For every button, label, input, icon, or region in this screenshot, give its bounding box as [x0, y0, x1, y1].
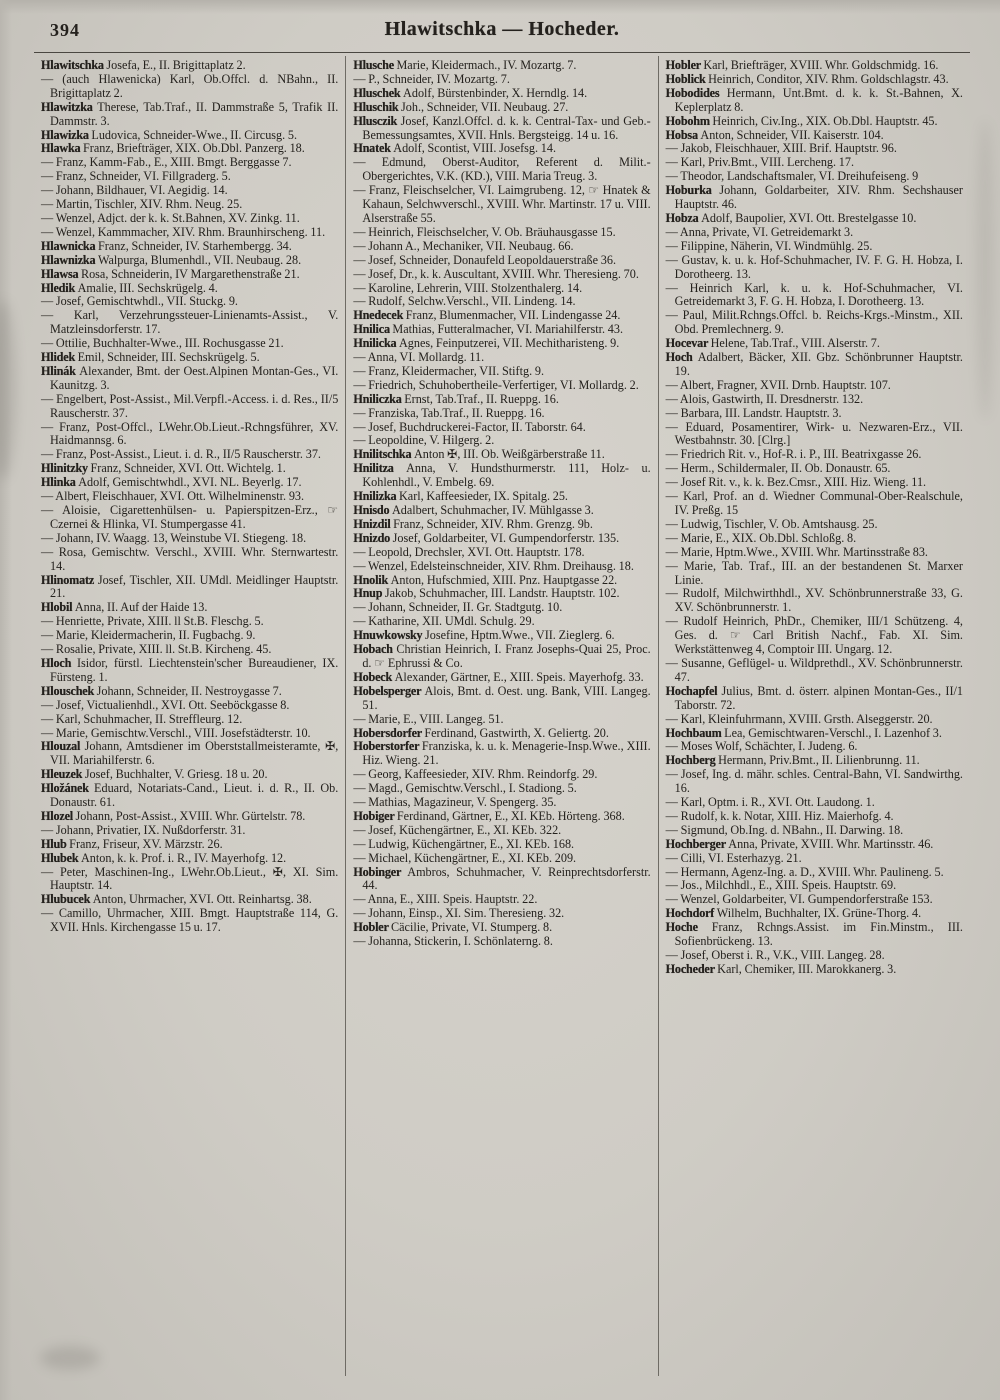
entry-surname: Hlub: [41, 836, 70, 851]
entry-surname: Hlusche: [353, 58, 397, 72]
directory-entry: — Moses Wolf, Schächter, I. Judeng. 6.: [665, 739, 858, 754]
directory-entry: — Marie, Hptm.Wwe., XVIII. Whr. Martinsstraße 83.: [665, 544, 928, 559]
directory-entry: — Cilli, VI. Esterhazyg. 21.: [665, 850, 802, 865]
directory-entry: Hobsa Anton, Schneider, VII. Kaiserstr. 104.: [665, 127, 884, 142]
directory-entry: Hlawitschka Josefa, E., II. Brigittaplatz 2.: [41, 58, 246, 72]
directory-entry: Hoche Franz, Rchngs.Assist. im Fin.Minstm., III. Sofienbrückeng. 13.: [665, 920, 963, 949]
directory-entry: — Jakob, Fleischhauer, XIII. Brif. Hauptstr. 96.: [665, 141, 897, 156]
directory-entry: — Franz, Fleischselcher, VI. Laimgrubeng. 12, ☞ Hnatek & Kahaun, Selchwverschl., XVIII. Whr. Martinstr. 17 u. VIII. Alserstraße 55.: [353, 183, 651, 225]
directory-entry: Hlobil Anna, II. Auf der Haide 13.: [41, 600, 208, 615]
directory-entry: — Friedrich, Schuhobertheile-Verfertiger, VI. Mollardg. 2.: [353, 377, 639, 392]
entry-surname: Hobohm: [665, 113, 713, 128]
directory-entry: Hnizdo Josef, Goldarbeiter, VI. Gumpendorferstr. 135.: [353, 530, 620, 545]
directory-entry: Hlouzal Johann, Amtsdiener im Oberststallmeisteramte, ✠, VII. Mariahilferstr. 6.: [41, 739, 339, 768]
directory-entry: — Heinrich Karl, k. u. k. Hof-Schuhmacher, VI. Getreidemarkt 3, F. G. H. Hobza, I. Dorotheerg. 13.: [665, 280, 963, 309]
entry-surname: Hobza: [665, 210, 702, 225]
entry-surname: Hochberger: [665, 836, 729, 851]
directory-entry: — Franz, Post-Assist., Lieut. i. d. R., II/5 Rauscherstr. 37.: [41, 447, 321, 462]
directory-entry: Hnisdo Adalbert, Schuhmacher, IV. Mühlgasse 3.: [353, 503, 594, 517]
directory-entry: Hnilicka Agnes, Feinputzerei, VII. Mechitharisteng. 9.: [353, 336, 620, 351]
directory-entry: — Karl, Kleinfuhrmann, XVIII. Grsth. Alseggerstr. 20.: [665, 711, 933, 726]
entry-surname: Hlawka: [41, 141, 83, 156]
entry-surname: Hnilizka: [353, 489, 399, 504]
entry-surname: Hobersdorfer: [353, 725, 425, 740]
directory-entry: Hlusche Marie, Kleidermach., IV. Mozartg. 7.: [353, 58, 577, 72]
directory-entry: Hlawka Franz, Briefträger, XIX. Ob.Dbl. Panzerg. 18.: [41, 141, 305, 156]
directory-entry: — Franz, Kamm-Fab., E., XIII. Bmgt. Berggasse 7.: [41, 155, 292, 170]
directory-entry: Hlub Franz, Friseur, XV. Märzstr. 26.: [41, 836, 223, 851]
entry-surname: Hnatek: [353, 141, 394, 156]
scan-edge-left: [0, 0, 12, 1400]
entry-surname: Hlawitschka: [41, 58, 107, 72]
entry-surname: Hobeck: [353, 669, 395, 684]
directory-entry: Hleuzek Josef, Buchhalter, V. Griesg. 18 u. 20.: [41, 767, 268, 782]
entry-surname: Hlobil: [41, 600, 75, 615]
directory-entry: — Johann, Bildhauer, VI. Aegidig. 14.: [41, 183, 228, 198]
directory-entry: — Johann, Privatier, IX. Nußdorferstr. 31.: [41, 822, 246, 837]
directory-entry: Hocheder Karl, Chemiker, III. Marokkanerg. 3.: [665, 961, 897, 976]
entry-surname: Hochdorf: [665, 906, 717, 921]
entry-surname: Hlawizka: [41, 127, 92, 142]
directory-entry: — Johanna, Stickerin, I. Schönlaterng. 8.: [353, 934, 553, 949]
entry-surname: Hledik: [41, 280, 78, 295]
directory-entry: Hlawizka Ludovica, Schneider-Wwe., II. Circusg. 5.: [41, 127, 298, 142]
directory-entry: — Michael, Küchengärtner, E., XI. KEb. 209.: [353, 850, 577, 865]
entry-surname: Hnilica: [353, 322, 393, 337]
directory-entry: — Albert, Fleischhauer, XVI. Ott. Wilhelminenstr. 93.: [41, 489, 305, 504]
directory-entry: — Franz, Kleidermacher, VII. Stiftg. 9.: [353, 363, 545, 378]
directory-entry: — Marie, E., VIII. Langeg. 51.: [353, 711, 504, 726]
directory-entry: Hochberg Hermann, Priv.Bmt., II. Lilienbrunng. 11.: [665, 753, 920, 768]
entry-surname: Hnilitza: [353, 461, 407, 476]
directory-entry: Hniliczka Ernst, Tab.Traf., II. Rueppg. 16.: [353, 391, 559, 406]
entry-surname: Hleuzek: [41, 767, 85, 782]
entry-surname: Hoberstorfer: [353, 739, 422, 754]
directory-entry: — Johann, Einsp., XI. Sim. Theresieng. 32.: [353, 906, 565, 921]
entry-surname: Hobiger: [353, 808, 397, 823]
directory-entry: Hloch Isidor, fürstl. Liechtenstein'scher Bureaudiener, IX. Fürsteng. 1.: [41, 655, 339, 684]
directory-entry: Hnuwkowsky Josefine, Hptm.Wwe., VII. Zieglerg. 6.: [353, 628, 615, 643]
entry-surname: Hnolik: [353, 572, 391, 587]
directory-entry: — (auch Hlawenicka) Karl, Ob.Offcl. d. NBahn., II. Brigittaplatz 2.: [41, 71, 339, 100]
directory-entry: Hlinák Alexander, Bmt. der Oest.Alpinen Montan-Ges., VI. Kaunitzg. 3.: [41, 363, 339, 392]
directory-entry: Hnatek Adolf, Scontist, VIII. Josefsg. 14.: [353, 141, 557, 156]
directory-entry: — Johann, IV. Waagg. 13, Weinstube VI. Stiegeng. 18.: [41, 530, 307, 545]
columns-container: [34, 56, 970, 1376]
entry-surname: Hnuwkowsky: [353, 628, 426, 643]
directory-entry: — Wenzel, Goldarbeiter, VI. Gumpendorferstraße 153.: [665, 892, 933, 907]
directory-entry: — Theodor, Landschaftsmaler, VI. Dreihufeiseng. 9: [665, 169, 919, 184]
directory-entry: — Johann A., Mechaniker, VII. Neubaug. 66.: [353, 238, 574, 253]
directory-entry: Hobohm Heinrich, Civ.Ing., XIX. Ob.Dbl. Hauptstr. 45.: [665, 113, 938, 128]
entry-surname: Hobsa: [665, 127, 701, 142]
directory-entry: Hlidek Emil, Schneider, III. Sechskrügelg. 5.: [41, 350, 260, 365]
entry-surname: Hocheder: [665, 961, 718, 976]
directory-entry: — Rudolf, k. k. Notar, XIII. Hiz. Maierhofg. 4.: [665, 808, 894, 823]
directory-entry: — Anna, E., XIII. Speis. Hauptstr. 22.: [353, 892, 538, 907]
entry-surname: Hložánek: [41, 781, 95, 796]
directory-entry: Hobodides Hermann, Unt.Bmt. d. k. k. St.-Bahnen, X. Keplerplatz 8.: [665, 85, 963, 114]
directory-entry: — Hermann, Agenz-Ing. a. D., XVIII. Whr. Paulineng. 5.: [665, 864, 944, 879]
directory-entry: Hobler Cäcilie, Private, VI. Stumperg. 8.: [353, 920, 553, 935]
directory-entry: Hoburka Johann, Goldarbeiter, XIV. Rhm. Sechshauser Hauptstr. 46.: [665, 183, 963, 212]
entry-surname: Hlouschek: [41, 683, 97, 698]
directory-entry: — Josef, Dr., k. k. Auscultant, XVIII. Whr. Theresieng. 70.: [353, 266, 639, 281]
directory-entry: Hlozel Johann, Post-Assist., XVIII. Whr. Gürtelstr. 78.: [41, 808, 306, 823]
directory-entry: Hobeck Alexander, Gärtner, E., XIII. Speis. Mayerhofg. 33.: [353, 669, 644, 684]
directory-entry: — Josef, Oberst i. R., V.K., VIII. Langeg. 28.: [665, 948, 885, 962]
directory-entry: — Marie, Kleidermacherin, II. Fugbachg. 9.: [41, 628, 256, 643]
directory-entry: — Ludwig, Küchengärtner, E., XI. KEb. 168.: [353, 836, 575, 851]
directory-entry: — Wenzel, Kammmacher, XIV. Rhm. Braunhirscheng. 11.: [41, 224, 326, 239]
entry-surname: Hlinitzky: [41, 461, 91, 476]
directory-entry: Hluschik Joh., Schneider, VII. Neubaug. 27.: [353, 99, 569, 114]
header-rule: [34, 52, 970, 53]
entry-surname: Hnizdil: [353, 516, 394, 531]
directory-entry: — Engelbert, Post-Assist., Mil.Verpfl.-Access. i. d. Res., II/5 Rauscherstr. 37.: [41, 391, 339, 420]
directory-entry: Hobersdorfer Ferdinand, Gastwirth, X. Geliertg. 20.: [353, 725, 609, 740]
directory-entry: Hoch Adalbert, Bäcker, XII. Gbz. Schönbrunner Hauptstr. 19.: [665, 350, 963, 378]
directory-entry: — P., Schneider, IV. Mozartg. 7.: [353, 71, 510, 86]
entry-surname: Hlinka: [41, 475, 79, 490]
directory-entry: — Josef, Ing. d. mähr. schles. Central-Bahn, VI. Sandwirthg. 16.: [665, 767, 963, 796]
directory-entry: Hlinka Adolf, Gemischtwhdl., XVI. NL. Beyerlg. 17.: [41, 475, 302, 490]
entry-surname: Hobach: [353, 642, 397, 657]
directory-entry: — Leopoldine, V. Hilgerg. 2.: [353, 433, 495, 448]
directory-entry: — Paul, Milit.Rchngs.Offcl. b. Reichs-Krgs.-Minstm., XII. Obd. Premlechnerg. 9.: [665, 308, 963, 337]
directory-entry: — Mathias, Magazineur, V. Spengerg. 35.: [353, 795, 557, 810]
column-2: [345, 56, 657, 1376]
directory-entry: Hnilizka Karl, Kaffeesieder, IX. Spitalg. 25.: [353, 489, 568, 504]
entry-surname: Hobler: [665, 58, 704, 72]
directory-entry: — Karoline, Lehrerin, VIII. Stolzenthalerg. 14.: [353, 280, 583, 295]
directory-entry: — Jos., Milchhdl., E., XIII. Speis. Hauptstr. 69.: [665, 878, 897, 893]
directory-entry: — Karl, Verzehrungssteuer-Linienamts-Assist., V. Matzleinsdorferstr. 17.: [41, 308, 339, 337]
directory-entry: Hložánek Eduard, Notariats-Cand., Lieut. i. d. R., II. Ob. Donaustr. 61.: [41, 781, 339, 810]
entry-surname: Hobler: [353, 920, 392, 935]
directory-entry: — Albert, Fragner, XVII. Drnb. Hauptstr. 107.: [665, 377, 891, 392]
directory-entry: Hnedecek Franz, Blumenmacher, VII. Lindengasse 24.: [353, 308, 621, 323]
directory-entry: — Eduard, Posamentirer, Wirk- u. Nezwaren-Erz., VII. Westbahnstr. 30. [Clrg.]: [665, 419, 963, 448]
entry-surname: Hnilicka: [353, 336, 399, 351]
directory-entry: — Josef, Victualienhdl., XVI. Ott. Seeböckgasse 8.: [41, 697, 290, 712]
entry-surname: Hoche: [665, 920, 712, 935]
column-3: [658, 56, 970, 1376]
directory-entry: — Josef, Küchengärtner, E., XI. KEb. 322.: [353, 822, 562, 837]
directory-entry: — Josef, Schneider, Donaufeld Leopoldauerstraße 36.: [353, 252, 616, 267]
directory-entry: — Franz, Post-Offcl., LWehr.Ob.Lieut.-Rchngsführer, XV. Haidmannsg. 6.: [41, 419, 339, 448]
entry-surname: Hobelsperger: [353, 683, 425, 698]
directory-entry: Hoblick Heinrich, Conditor, XIV. Rhm. Goldschlagstr. 43.: [665, 71, 949, 86]
directory-entry: — Josef, Gemischtwhdl., VII. Stuckg. 9.: [41, 294, 238, 309]
directory-entry: — Karl, Optm. i. R., XVI. Ott. Laudong. 1.: [665, 795, 875, 810]
directory-entry: — Sigmund, Ob.Ing. d. NBahn., II. Darwing. 18.: [665, 822, 904, 837]
directory-entry: Hobach Christian Heinrich, I. Franz Josephs-Quai 25, Proc. d. ☞ Ephrussi & Co.: [353, 642, 651, 670]
directory-entry: — Katharine, XII. UMdl. Schulg. 29.: [353, 614, 535, 629]
directory-entry: — Anna, VI. Mollardg. 11.: [353, 350, 485, 365]
directory-entry: — Henriette, Private, XIII. ll St.B. Fleschg. 5.: [41, 614, 264, 629]
directory-entry: Hlouschek Johann, Schneider, II. Nestroygasse 7.: [41, 683, 282, 698]
directory-entry: — Barbara, III. Landstr. Hauptstr. 3.: [665, 405, 842, 420]
directory-entry: — Alois, Gastwirth, II. Dresdnerstr. 132.: [665, 391, 864, 406]
directory-entry: — Karl, Priv.Bmt., VIII. Lercheng. 17.: [665, 155, 855, 170]
directory-entry: — Anna, Private, VI. Getreidemarkt 3.: [665, 224, 854, 239]
entry-surname: Hnup: [353, 586, 385, 601]
entry-surname: Hlawsa: [41, 266, 81, 281]
directory-entry: — Herm., Schildermaler, II. Ob. Donaustr. 65.: [665, 461, 891, 476]
directory-entry: Hlawnizka Walpurga, Blumenhdl., VII. Neubaug. 28.: [41, 252, 302, 267]
directory-entry: Hlubucek Anton, Uhrmacher, XVI. Ott. Reinhartsg. 38.: [41, 892, 312, 907]
directory-entry: — Karl, Prof. an d. Wiedner Communal-Ober-Realschule, IV. Preßg. 15: [665, 489, 963, 517]
page-number: 394: [50, 20, 80, 40]
entry-surname: Hnisdo: [353, 503, 392, 517]
entry-surname: Hlozel: [41, 808, 76, 823]
directory-entry: — Marie, Tab. Traf., III. an der bestandenen St. Marxer Linie.: [665, 558, 963, 587]
entry-surname: Hluschik: [353, 99, 402, 114]
directory-entry: Hobiger Ferdinand, Gärtner, E., XI. KEb. Hörteng. 368.: [353, 808, 625, 823]
directory-entry: Hocevar Helene, Tab.Traf., VIII. Alserstr. 7.: [665, 336, 880, 351]
directory-entry: Hnilitschka Anton ✠, III. Ob. Weißgärberstraße 11.: [353, 447, 605, 462]
entry-surname: Hnizdo: [353, 530, 393, 545]
directory-entry: — Rosa, Gemischtw. Verschl., XVIII. Whr. Sternwartestr. 14.: [41, 544, 339, 573]
directory-entry: — Gustav, k. u. k. Hof-Schuhmacher, IV. F. G. H. Hobza, I. Dorotheerg. 13.: [665, 252, 963, 281]
directory-entry: Hlawnicka Franz, Schneider, IV. Starhembergg. 34.: [41, 238, 292, 253]
directory-entry: — Marie, E., XIX. Ob.Dbl. Schloßg. 8.: [665, 530, 857, 545]
directory-entry: — Camillo, Uhrmacher, XIII. Bmgt. Hauptstraße 114, G. XVII. Hnls. Kirchengasse 15 u. 17.: [41, 906, 339, 935]
page-header: [34, 18, 970, 48]
directory-entry: — Peter, Maschinen-Ing., LWehr.Ob.Lieut., ✠, XI. Sim. Hauptstr. 14.: [41, 864, 339, 893]
entry-surname: Hlubek: [41, 850, 81, 865]
directory-entry: Hnolik Anton, Hufschmied, XIII. Pnz. Hauptgasse 22.: [353, 572, 618, 587]
directory-entry: Hobelsperger Alois, Bmt. d. Oest. ung. Bank, VIII. Langeg. 51.: [353, 683, 651, 712]
directory-entry: Hochbaum Lea, Gemischtwaren-Verschl., I. Lazenhof 3.: [665, 725, 942, 740]
directory-entry: — Rudolf, Selchw.Verschl., VII. Lindeng. 14.: [353, 294, 576, 309]
directory-entry: — Wenzel, Adjct. der k. k. St.Bahnen, XV. Zinkg. 11.: [41, 210, 300, 225]
directory-entry: — Ottilie, Buchhalter-Wwe., III. Rochusgasse 21.: [41, 336, 284, 351]
entry-surname: Hochberg: [665, 753, 719, 768]
entry-surname: Hoch: [665, 350, 698, 365]
entry-surname: Hlubucek: [41, 892, 93, 907]
entry-surname: Hobodides: [665, 85, 727, 100]
directory-entry: — Josef, Buchdruckerei-Factor, II. Taborstr. 64.: [353, 419, 586, 434]
entry-surname: Hlinák: [41, 363, 80, 378]
directory-page: [34, 18, 970, 1386]
entry-surname: Hnedecek: [353, 308, 406, 323]
directory-entry: — Ludwig, Tischler, V. Ob. Amtshausg. 25.: [665, 516, 878, 531]
entry-surname: Hochapfel: [665, 683, 722, 698]
directory-entry: — Magd., Gemischtw.Verschl., I. Stadiong. 5.: [353, 781, 577, 796]
directory-entry: — Franz, Schneider, VI. Fillgraderg. 5.: [41, 169, 231, 184]
page-title: Hlawitschka — Hocheder.: [384, 18, 620, 40]
directory-entry: Hlinomatz Josef, Tischler, XII. UMdl. Meidlinger Hauptstr. 21.: [41, 572, 339, 601]
directory-entry: Hochapfel Julius, Bmt. d. österr. alpinen Montan-Ges., II/1 Taborstr. 72.: [665, 683, 963, 712]
entry-surname: Hocevar: [665, 336, 711, 351]
directory-entry: Hledik Amalie, III. Sechskrügelg. 4.: [41, 280, 218, 295]
directory-entry: Hobler Karl, Briefträger, XVIII. Whr. Goldschmidg. 16.: [665, 58, 939, 72]
directory-entry: — Heinrich, Fleischselcher, V. Ob. Bräuhausgasse 15.: [353, 224, 616, 239]
entry-surname: Hlawnizka: [41, 252, 98, 267]
directory-entry: Hnizdil Franz, Schneider, XIV. Rhm. Grenzg. 9b.: [353, 516, 593, 531]
scan-artifact: [0, 300, 16, 480]
entry-surname: Hlawnicka: [41, 238, 98, 253]
entry-surname: Hlidek: [41, 350, 78, 365]
directory-entry: Hochberger Anna, Private, XVIII. Whr. Martinsstr. 46.: [665, 836, 934, 851]
directory-entry: — Wenzel, Edelsteinschneider, XIV. Rhm. Dreihausg. 18.: [353, 558, 634, 573]
directory-entry: Hochdorf Wilhelm, Buchhalter, IX. Grüne-Thorg. 4.: [665, 906, 922, 921]
directory-entry: Hnilica Mathias, Futteralmacher, VI. Mariahilferstr. 43.: [353, 322, 624, 337]
directory-entry: — Rudolf, Milchwirthhdl., XV. Schönbrunnerstraße 33, G. XV. Schönbrunnerstr. 1.: [665, 586, 963, 615]
directory-entry: Hobinger Ambros, Schuhmacher, V. Reinprechtsdorferstr. 44.: [353, 864, 651, 893]
directory-entry: — Marie, Gemischtw.Verschl., VIII. Josefstädterstr. 10.: [41, 725, 311, 740]
column-1: [34, 56, 345, 1376]
directory-entry: Hobza Adolf, Baupolier, XVI. Ott. Brestelgasse 10.: [665, 210, 917, 225]
directory-entry: — Filippine, Näherin, VI. Windmühlg. 25.: [665, 238, 873, 253]
entry-surname: Hochbaum: [665, 725, 725, 740]
entry-surname: Hoblick: [665, 71, 709, 86]
directory-entry: Hlinitzky Franz, Schneider, XVI. Ott. Wichtelg. 1.: [41, 461, 286, 476]
directory-entry: — Johann, Schneider, II. Gr. Stadtgutg. 10.: [353, 600, 563, 615]
directory-entry: — Friedrich Rit. v., Hof-R. i. P., III. Beatrixgasse 26.: [665, 447, 922, 462]
directory-entry: Hoberstorfer Franziska, k. u. k. Menagerie-Insp.Wwe., XIII. Hiz. Wieng. 21.: [353, 739, 651, 768]
entry-surname: Hnilitschka: [353, 447, 414, 462]
directory-entry: — Aloisie, Cigarettenhülsen- u. Papierspitzen-Erz., ☞ Czernei & Hlinka, VI. Stumpergasse 41.: [41, 503, 339, 531]
directory-entry: Hnup Jakob, Schuhmacher, III. Landstr. Hauptstr. 102.: [353, 586, 620, 601]
directory-entry: — Josef Rit. v., k. k. Bez.Cmsr., XIII. Hiz. Wieng. 11.: [665, 475, 927, 490]
entry-surname: Hobinger: [353, 864, 408, 879]
directory-entry: — Leopold, Drechsler, XVI. Ott. Hauptstr. 178.: [353, 544, 585, 559]
entry-surname: Hniliczka: [353, 391, 405, 406]
directory-entry: Hlubek Anton, k. k. Prof. i. R., IV. Mayerhofg. 12.: [41, 850, 287, 865]
scan-edge-top: [0, 0, 1000, 14]
entry-surname: Hlusczik: [353, 113, 401, 128]
entry-surname: Hluschek: [353, 85, 404, 100]
scan-artifact: [976, 120, 994, 420]
directory-entry: — Rosalie, Private, XIII. ll. St.B. Kircheng. 45.: [41, 642, 272, 657]
entry-surname: Hlinomatz: [41, 572, 98, 587]
directory-entry: — Karl, Schuhmacher, II. Streffleurg. 12.: [41, 711, 243, 726]
directory-entry: Hluschek Adolf, Bürstenbinder, X. Herndlg. 14.: [353, 85, 588, 100]
entry-surname: Hloch: [41, 655, 77, 670]
directory-entry: — Georg, Kaffeesieder, XIV. Rhm. Reindorfg. 29.: [353, 767, 598, 782]
directory-entry: — Martin, Tischler, XIV. Rhm. Neug. 25.: [41, 197, 243, 212]
directory-entry: Hlawitzka Therese, Tab.Traf., II. Dammstraße 5, Trafik II. Dammstr. 3.: [41, 99, 339, 128]
directory-entry: — Franziska, Tab.Traf., II. Rueppg. 16.: [353, 405, 545, 420]
directory-entry: — Rudolf Heinrich, PhDr., Chemiker, III/1 Schützeng. 4, Ges. d. ☞ Carl British Nachf., Fab. XI. Sim. Werkstättenweg 4, Comptoir III. Ungarg. 12.: [665, 614, 963, 657]
directory-entry: — Susanne, Geflügel- u. Wildprethdl., XV. Schönbrunnerstr. 47.: [665, 655, 963, 684]
directory-entry: — Edmund, Oberst-Auditor, Referent d. Milit.-Obergerichtes, V.K. (KD.), VIII. Maria Treug. 3.: [353, 155, 651, 184]
directory-entry: Hlawsa Rosa, Schneiderin, IV Margarethenstraße 21.: [41, 266, 300, 281]
entry-surname: Hlouzal: [41, 739, 85, 754]
directory-entry: Hnilitza Anna, V. Hundsthurmerstr. 111, Holz- u. Kohlenhdl., V. Embelg. 69.: [353, 461, 651, 490]
directory-entry: Hlusczik Josef, Kanzl.Offcl. d. k. k. Central-Tax- und Geb.-Bemessungsamtes, XVII. Hnls. Bergsteigg. 14 u. 16.: [353, 113, 651, 142]
entry-surname: Hoburka: [665, 183, 720, 198]
entry-surname: Hlawitzka: [41, 99, 98, 114]
